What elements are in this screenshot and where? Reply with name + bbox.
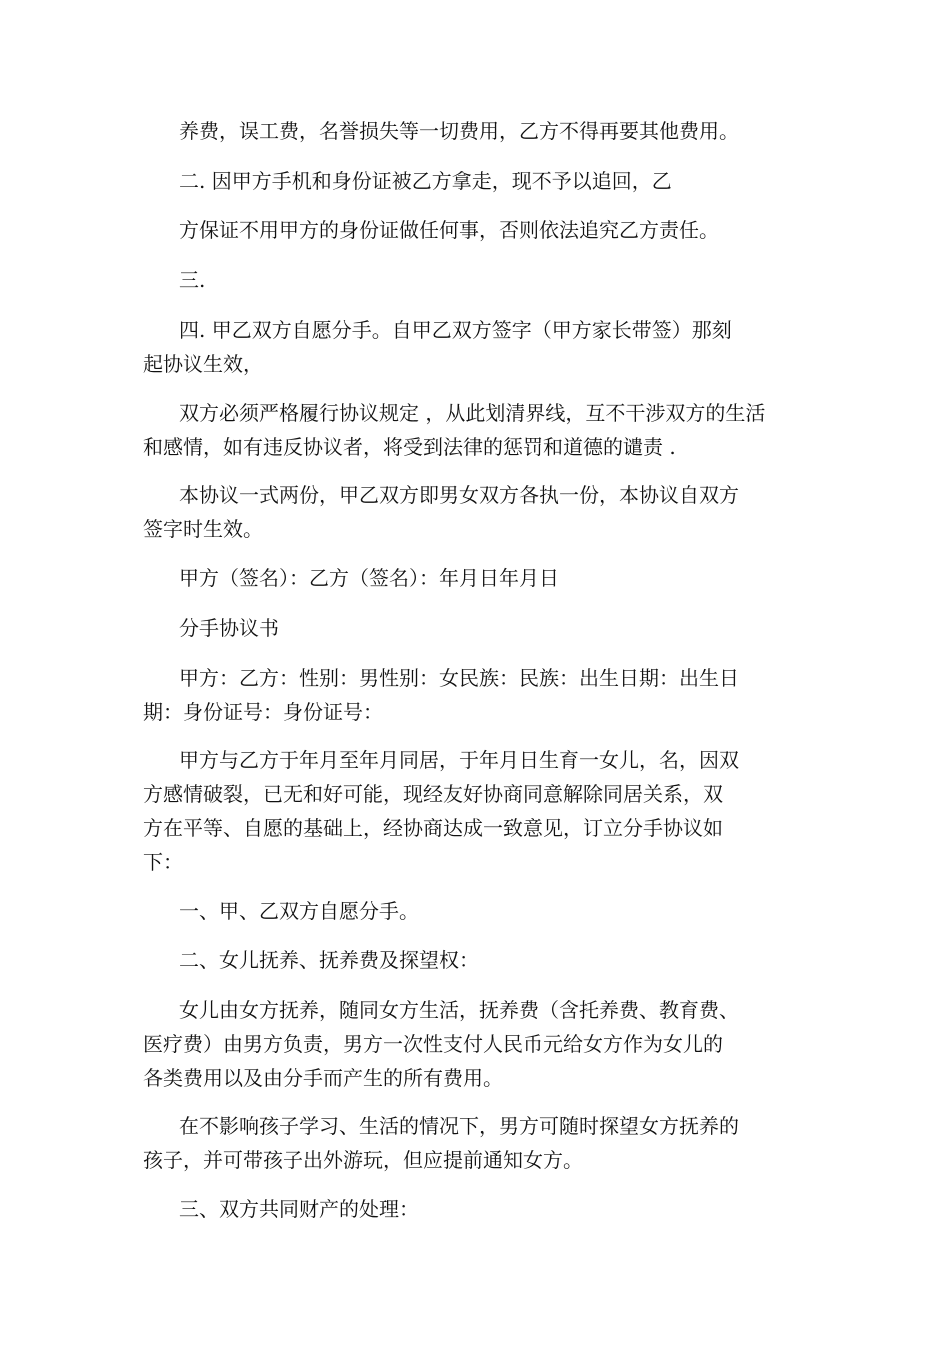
- text-line: 双方必须严格履行协议规定 ，从此划清界线，互不干涉双方的生活: [179, 401, 766, 425]
- paragraph-2: [143, 164, 808, 198]
- text-line: 四. 甲乙双方自愿分手。自甲乙双方签字（甲方家长带签）那刻: [179, 318, 732, 342]
- text-line: 在不影响孩子学习、生活的情况下，男方可随时探望女方抚养的: [179, 1114, 739, 1138]
- text-line: 方保证不用甲方的身份证做任何事，否则依法追究乙方责任。: [179, 218, 719, 242]
- text-line: 三.: [179, 268, 206, 292]
- clause-2-heading: [143, 943, 808, 977]
- paragraph-4: [143, 263, 808, 297]
- text-line: 各类费用以及由分手而产生的所有费用。: [143, 1066, 503, 1090]
- text-line: 和感情，如有违反协议者，将受到法律的惩罚和道德的谴责 .: [143, 435, 676, 459]
- text-line: 养费，误工费，名誉损失等一切费用，乙方不得再要其他费用。: [179, 119, 739, 143]
- text-line: 女儿由女方抚养，随同女方生活，抚养费（含托养费、教育费、: [179, 998, 739, 1022]
- text-line: 二、女儿抚养、抚养费及探望权：: [179, 948, 479, 972]
- text-line: 孩子，并可带孩子出外游玩，但应提前通知女方。: [143, 1148, 583, 1172]
- text-line: 签字时生效。: [143, 517, 263, 541]
- paragraph-1: [143, 114, 808, 148]
- text-line: 下：: [143, 850, 183, 874]
- text-line: 甲方与乙方于年月至年月同居，于年月日生育一女儿，名，因双: [179, 748, 739, 772]
- text-line: 医疗费）由男方负责，男方一次性支付人民币元给女方作为女儿的: [143, 1032, 723, 1056]
- text-line: 三、双方共同财产的处理：: [179, 1197, 419, 1221]
- clause-1: [143, 894, 808, 928]
- text-line: 一、甲、乙双方自愿分手。: [179, 899, 419, 923]
- paragraph-7: [143, 478, 808, 546]
- text-line: 二. 因甲方手机和身份证被乙方拿走，现不予以追回，乙: [179, 169, 672, 193]
- paragraph-6: [143, 396, 808, 464]
- text-line: 甲方（签名）：乙方（签名）：年月日年月日: [179, 566, 559, 590]
- paragraph-3: [143, 213, 808, 247]
- clause-3-heading: [143, 1192, 808, 1226]
- text-line: 期：身份证号：身份证号：: [143, 700, 383, 724]
- text-line: 方在平等、自愿的基础上，经协商达成一致意见，订立分手协议如: [143, 816, 723, 840]
- text-line: 分手协议书: [179, 616, 279, 640]
- clause-2-visitation: [143, 1109, 808, 1177]
- paragraph-5: [143, 313, 808, 381]
- paragraph-preamble: [143, 743, 808, 879]
- text-line: 方感情破裂，已无和好可能，现经友好协商同意解除同居关系，双: [143, 782, 723, 806]
- signature-line: [143, 561, 808, 595]
- document-title: [143, 611, 808, 645]
- text-line: 本协议一式两份，甲乙双方即男女双方各执一份，本协议自双方: [179, 483, 739, 507]
- parties-info: [143, 661, 808, 729]
- text-line: 起协议生效，: [143, 352, 263, 376]
- text-line: 甲方：乙方：性别：男性别：女民族：民族：出生日期：出生日: [179, 666, 739, 690]
- clause-2-body: [143, 993, 808, 1095]
